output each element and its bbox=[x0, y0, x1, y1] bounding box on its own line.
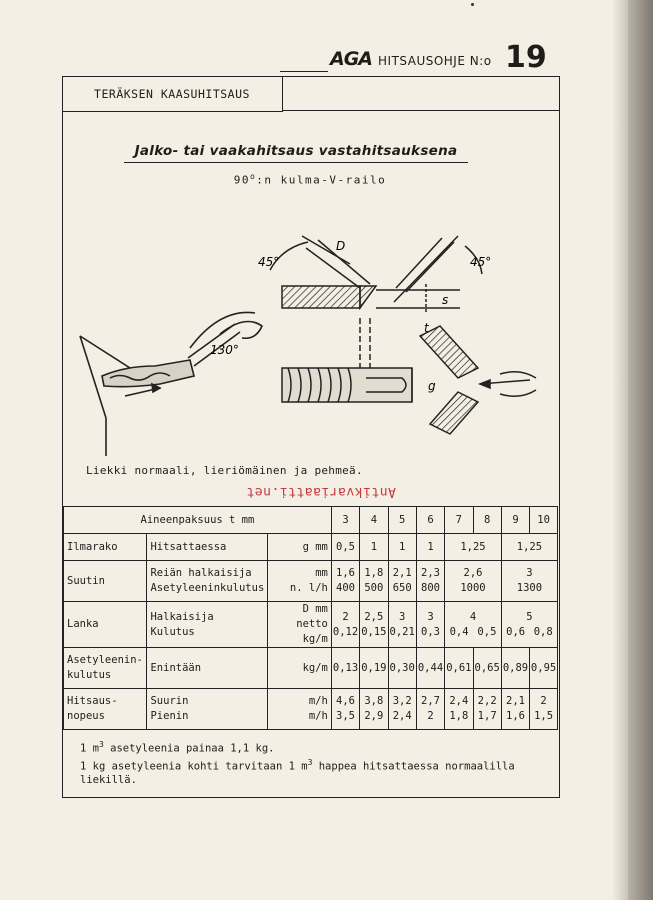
sublabel-line: Asetyleeninkulutus bbox=[150, 582, 265, 594]
row-unit: kg/m bbox=[268, 648, 332, 689]
heading-underline bbox=[124, 162, 468, 163]
cell-value: 2,4 bbox=[392, 710, 412, 722]
label-s: s bbox=[442, 293, 449, 307]
sublabel-line: Kulutus bbox=[150, 625, 195, 638]
cell-value: 1,7 bbox=[477, 710, 497, 722]
table-cell bbox=[473, 689, 501, 730]
cell-value: 1,6 bbox=[336, 567, 355, 579]
flame-note: Liekki normaali, lieriömäinen ja pehmeä. bbox=[86, 464, 363, 477]
thickness-cell: 8 bbox=[473, 507, 501, 534]
thickness-cell: 7 bbox=[445, 507, 473, 534]
cell-value: 5 bbox=[526, 610, 533, 623]
row-unit bbox=[268, 602, 332, 648]
table-row-acetylene bbox=[64, 648, 558, 689]
table-row-wire bbox=[64, 602, 558, 648]
row-label: Lanka bbox=[64, 602, 147, 648]
cell-value: 650 bbox=[392, 582, 412, 594]
table-cell bbox=[501, 561, 557, 602]
label-line: Asetyleenin- bbox=[67, 654, 143, 666]
sublabel-line: Reiän halkaisija bbox=[150, 567, 252, 579]
table-cell: 1 bbox=[360, 534, 388, 561]
cell-value: 3 bbox=[526, 567, 533, 579]
cell-value: 1300 bbox=[516, 582, 543, 594]
table-cell bbox=[416, 689, 444, 730]
label-g: g bbox=[428, 379, 436, 393]
cell-value: 2,4 bbox=[449, 695, 469, 707]
thickness-cell: 10 bbox=[530, 507, 558, 534]
aga-logo: AGA bbox=[330, 48, 373, 70]
section-label: TERÄKSEN KAASUHITSAUS bbox=[62, 76, 283, 112]
label-line: Hitsaus- bbox=[67, 695, 118, 707]
note-line-2: 1 kg asetyleenia kohti tarvitaan 1 $m^3$ happea hitsattaessa normaalilla bbox=[80, 757, 515, 772]
unit-line: n. l/h bbox=[289, 582, 328, 594]
table-cell bbox=[416, 561, 444, 602]
table-cell bbox=[388, 561, 416, 602]
row-sublabel: Enintään bbox=[147, 648, 268, 689]
table-cell bbox=[501, 602, 557, 648]
row-label: Ilmarako bbox=[64, 534, 147, 561]
cell-value: 2 bbox=[342, 610, 349, 623]
cell-value: 4,6 bbox=[336, 695, 355, 707]
table-cell bbox=[445, 689, 473, 730]
cell-value: 3,2 bbox=[392, 695, 412, 707]
welding-parameters-table bbox=[63, 506, 558, 730]
joint-end-view bbox=[420, 326, 536, 434]
cell-value: 0,8 bbox=[533, 625, 553, 638]
row-sublabel: Hitsattaessa bbox=[147, 534, 268, 561]
speck bbox=[471, 3, 474, 6]
table-cell: 1,25 bbox=[445, 534, 502, 561]
table-cell bbox=[331, 561, 359, 602]
section-band-line bbox=[282, 110, 559, 111]
table-cell bbox=[360, 602, 388, 648]
cell-value: 2,2 bbox=[477, 695, 497, 707]
next-page-edge bbox=[628, 0, 653, 900]
page-fold-shadow bbox=[612, 0, 628, 900]
table-cell: 0,13 bbox=[331, 648, 359, 689]
note-line-3: liekillä. bbox=[80, 774, 137, 786]
page-header bbox=[330, 42, 560, 76]
cell-value: 4 bbox=[469, 610, 477, 623]
row-sublabel bbox=[147, 561, 268, 602]
row-label: Suutin bbox=[64, 561, 147, 602]
row-sublabel bbox=[147, 602, 268, 648]
table-cell bbox=[530, 689, 558, 730]
row-unit bbox=[268, 561, 332, 602]
table-row-gap bbox=[64, 534, 558, 561]
sublabel-line: Halkaisija bbox=[150, 610, 214, 623]
angle-130-label: 130° bbox=[210, 343, 239, 357]
cell-value: 0,12 bbox=[332, 625, 359, 638]
table-cell bbox=[388, 689, 416, 730]
thickness-cell: 6 bbox=[416, 507, 444, 534]
table-row-speed bbox=[64, 689, 558, 730]
thickness-label: Aineenpaksuus t mm bbox=[64, 507, 332, 534]
cell-value: 3 bbox=[427, 610, 434, 623]
cell-value: 1,8 bbox=[364, 567, 384, 579]
table-cell: 0,19 bbox=[360, 648, 388, 689]
table-cell bbox=[331, 602, 359, 648]
cell-value: 3 bbox=[399, 610, 406, 623]
cell-value: 3,5 bbox=[336, 710, 355, 722]
row-label bbox=[64, 689, 147, 730]
cell-value: 1000 bbox=[460, 582, 486, 594]
unit-line: m/h bbox=[308, 695, 328, 707]
table-cell bbox=[360, 689, 388, 730]
unit-line: m/h bbox=[308, 710, 328, 722]
groove-subheading: 90$^o$:n kulma-V-railo bbox=[233, 172, 387, 187]
cell-value: 1,8 bbox=[449, 710, 469, 722]
cell-value: 1,6 bbox=[506, 710, 525, 722]
cell-value: 0,4 bbox=[449, 625, 469, 638]
unit-line: mm bbox=[315, 567, 328, 579]
angle-45-left-label: 45° bbox=[258, 255, 280, 269]
table-cell: 0,61 bbox=[445, 648, 473, 689]
thickness-cell: 5 bbox=[388, 507, 416, 534]
shop-stamp: Antikvariaatti.net bbox=[246, 484, 396, 499]
note-line-1: 1 $m^3$ asetyleenia painaa 1,1 kg. bbox=[80, 740, 275, 755]
table-cell: 0,89 bbox=[501, 648, 529, 689]
unit-line: D mm bbox=[302, 603, 328, 615]
label-line: kulutus bbox=[67, 669, 112, 681]
table-cell bbox=[445, 602, 502, 648]
cell-value: 2,6 bbox=[463, 567, 483, 579]
cell-value: 2 bbox=[427, 710, 434, 722]
row-unit bbox=[268, 689, 332, 730]
header-title: HITSAUSOHJE N:o bbox=[378, 54, 492, 68]
cell-value: 400 bbox=[336, 582, 355, 594]
cell-value: 1,5 bbox=[534, 710, 554, 722]
label-line: nopeus bbox=[67, 710, 105, 722]
cell-value: 0,5 bbox=[477, 625, 497, 638]
table-cell bbox=[416, 602, 444, 648]
table-cell: 1 bbox=[388, 534, 416, 561]
cell-value: 2 bbox=[540, 695, 547, 707]
table-cell: 0,95 bbox=[530, 648, 558, 689]
cell-value: 2,7 bbox=[421, 695, 440, 707]
row-label bbox=[64, 648, 147, 689]
sublabel-line: Suurin bbox=[150, 695, 189, 707]
thickness-cell: 3 bbox=[331, 507, 359, 534]
cell-value: 0,6 bbox=[506, 625, 526, 638]
page-number: 19 bbox=[505, 40, 547, 75]
table-cell bbox=[360, 561, 388, 602]
cell-value: 2,5 bbox=[364, 610, 384, 623]
table-cell: 0,30 bbox=[388, 648, 416, 689]
cell-value: 2,1 bbox=[392, 567, 412, 579]
row-sublabel bbox=[147, 689, 268, 730]
cell-value: 0,15 bbox=[361, 625, 387, 638]
table-row-nozzle bbox=[64, 561, 558, 602]
label-t: t bbox=[424, 321, 429, 335]
torch-sketch-left bbox=[80, 312, 262, 456]
table-row-thickness bbox=[64, 507, 558, 534]
cell-value: 0,21 bbox=[389, 625, 415, 638]
cell-value: 2,3 bbox=[421, 567, 440, 579]
main-heading: Jalko- tai vaakahitsaus vastahitsauksena bbox=[134, 143, 458, 159]
cell-value: 0,3 bbox=[421, 625, 440, 638]
cell-value: 800 bbox=[421, 582, 440, 594]
cell-value: 2,9 bbox=[364, 710, 384, 722]
cell-value: 2,1 bbox=[506, 695, 525, 707]
table-cell: 1,25 bbox=[501, 534, 557, 561]
table-cell: 1 bbox=[416, 534, 444, 561]
label-d: D bbox=[336, 239, 346, 253]
cell-value: 3,8 bbox=[364, 695, 384, 707]
weld-bead-plan bbox=[282, 368, 412, 402]
sublabel-line: Pienin bbox=[150, 710, 189, 722]
table-cell: 0,5 bbox=[331, 534, 359, 561]
unit-line: netto kg/m bbox=[296, 618, 328, 645]
thickness-cell: 9 bbox=[501, 507, 529, 534]
table-cell bbox=[331, 689, 359, 730]
footnotes bbox=[80, 738, 550, 787]
table-cell bbox=[388, 602, 416, 648]
header-rule bbox=[280, 71, 328, 72]
welding-diagram bbox=[70, 228, 550, 456]
table-cell bbox=[501, 689, 529, 730]
table-cell: 0,65 bbox=[473, 648, 501, 689]
row-unit: g mm bbox=[268, 534, 332, 561]
thickness-cell: 4 bbox=[360, 507, 388, 534]
table-cell: 0,44 bbox=[416, 648, 444, 689]
angle-45-right-label: 45° bbox=[470, 255, 492, 269]
table-cell bbox=[445, 561, 502, 602]
cell-value: 500 bbox=[364, 582, 384, 594]
